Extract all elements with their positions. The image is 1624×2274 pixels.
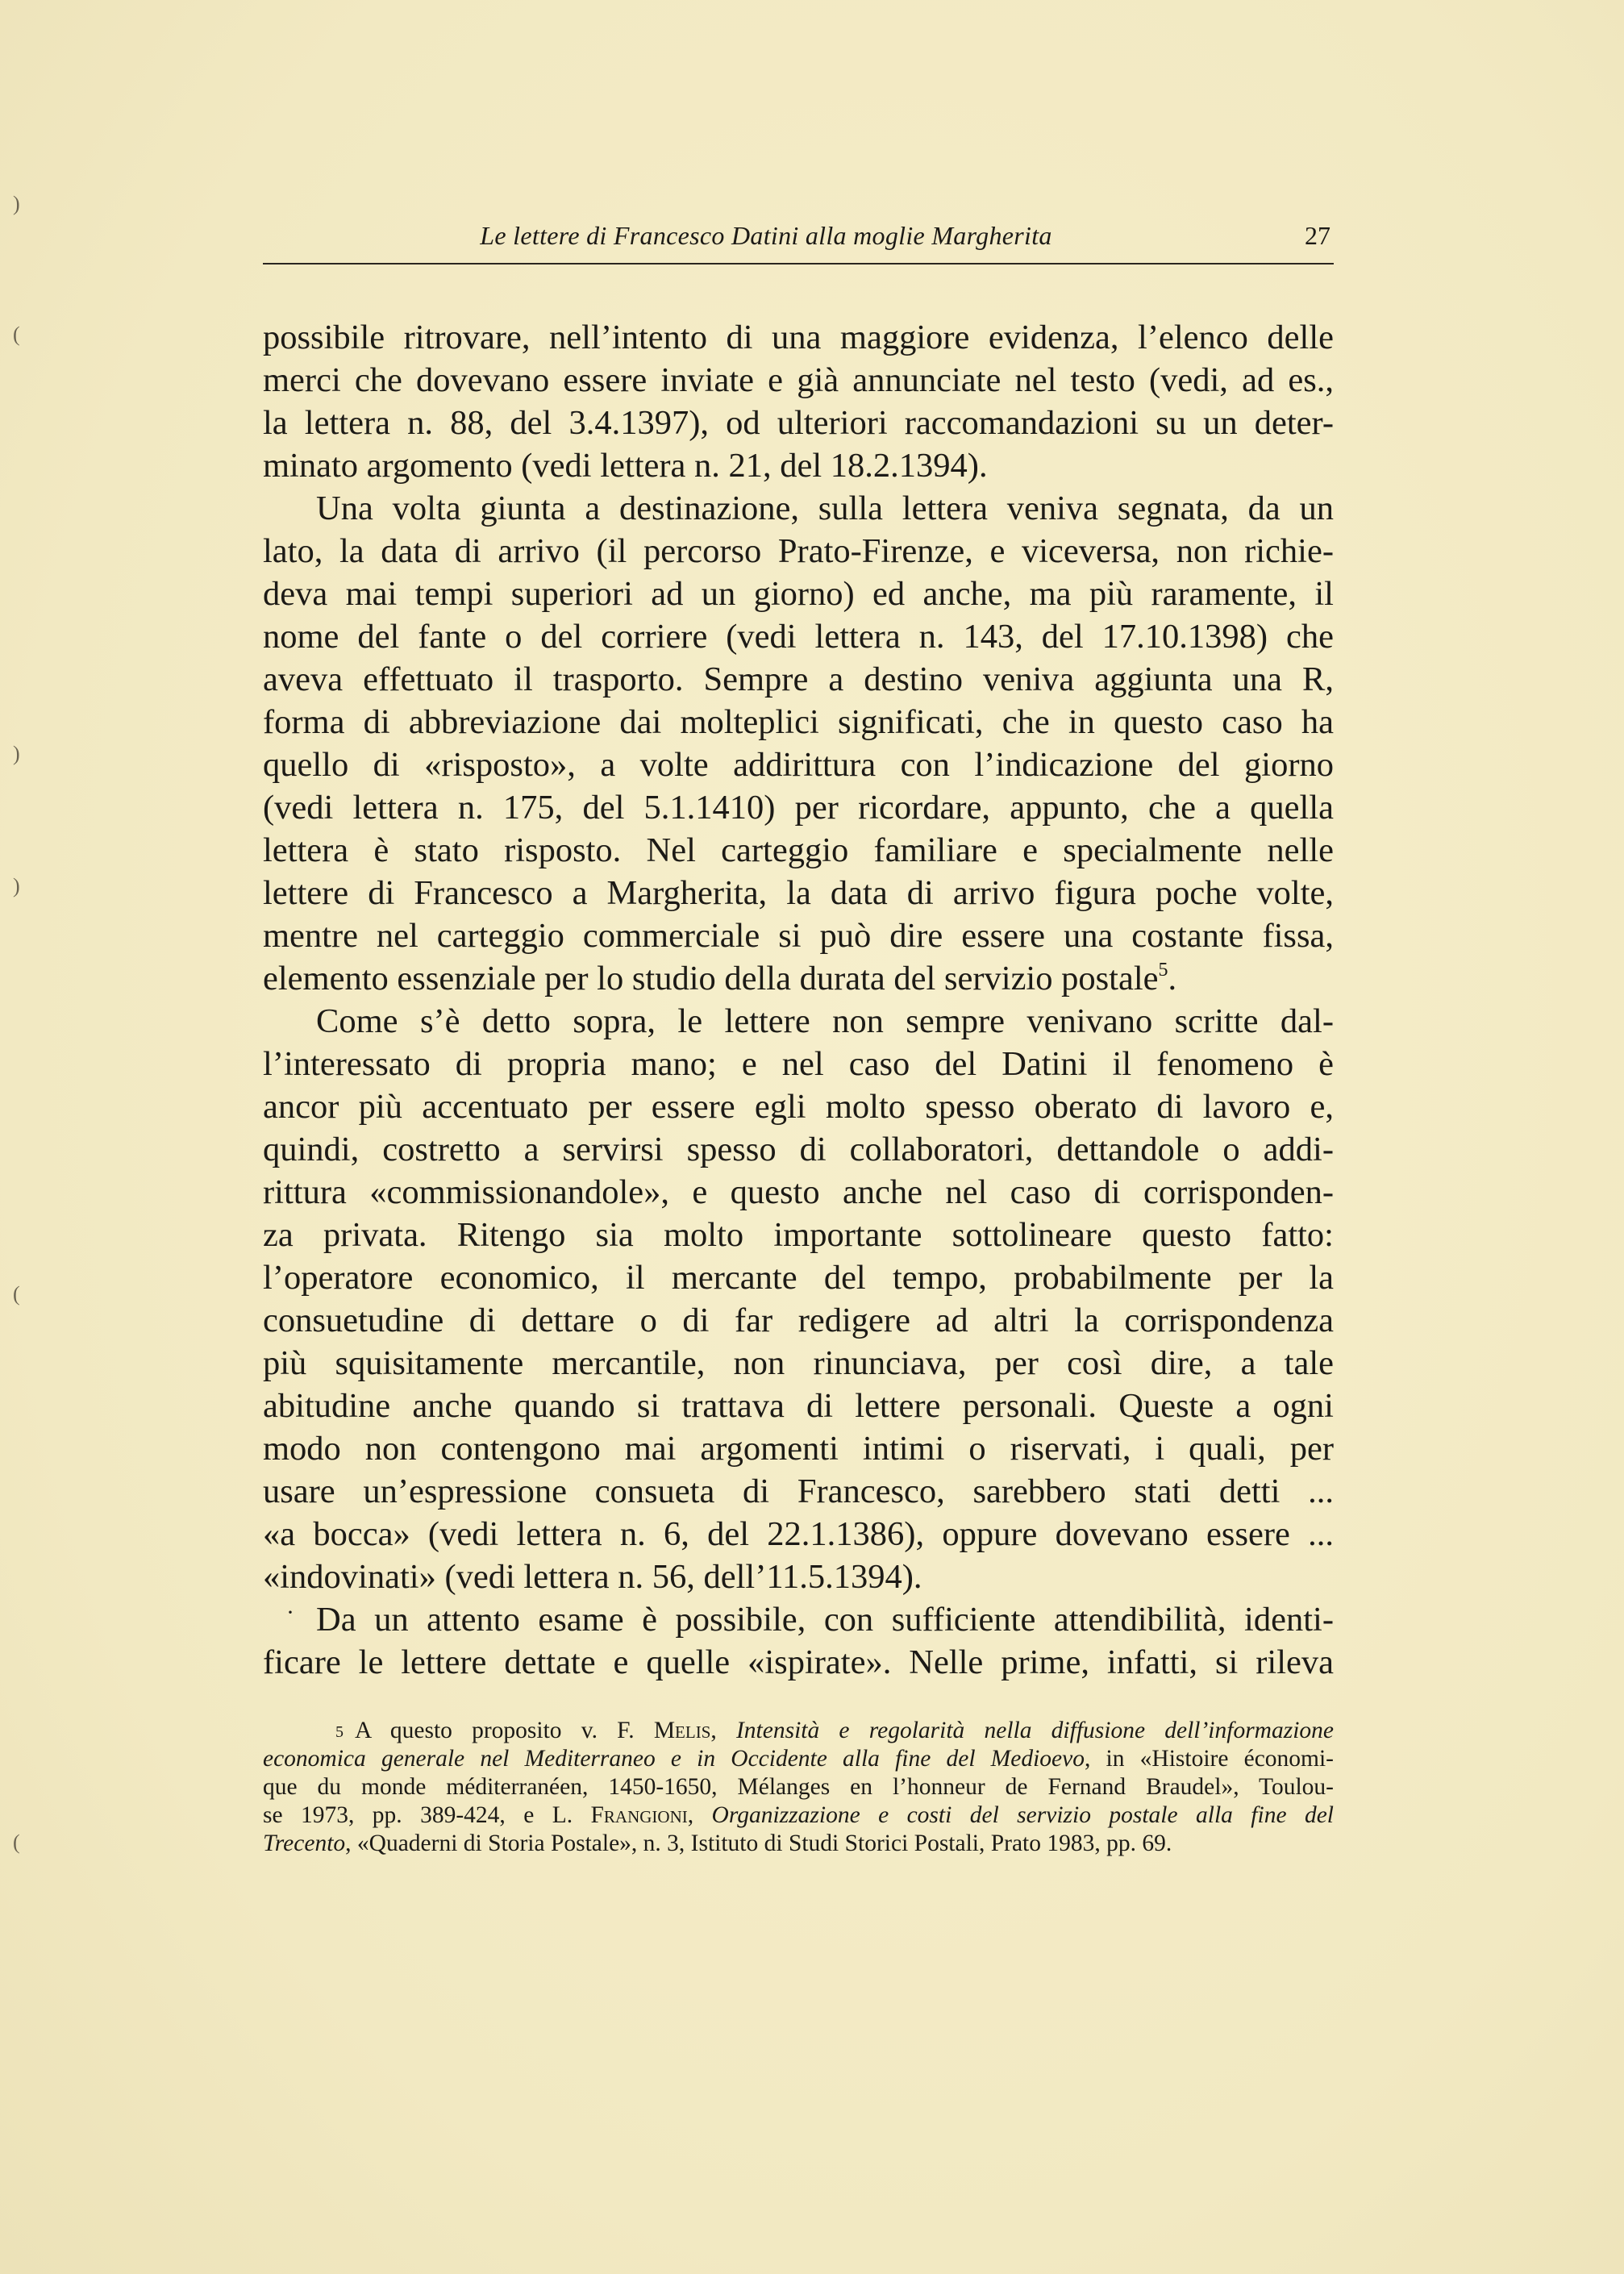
margin-mark: )	[13, 192, 20, 215]
paragraph-4	[263, 1598, 1334, 1684]
page-number: 27	[1305, 221, 1330, 250]
text-line: aveva effettuato il trasporto. Sempre a destino veniva aggiunta una R,	[263, 660, 1334, 698]
margin-mark: )	[13, 874, 20, 898]
text-line: ficare le lettere dettate e quelle «ispirate». Nelle prime, infatti, si rileva	[263, 1643, 1334, 1681]
text-line: «a bocca» (vedi lettera n. 6, del 22.1.1386), oppure dovevano essere ...	[263, 1515, 1334, 1553]
text-line: quindi, costretto a servirsi spesso di collaboratori, dettandole o addi-	[263, 1131, 1334, 1168]
footnote-line	[263, 1745, 1334, 1773]
paragraph-3	[263, 1000, 1334, 1598]
footnote-text: A questo proposito v. F.	[355, 1718, 654, 1743]
footnote-text: ,	[710, 1718, 736, 1743]
text-line: merci che dovevano essere inviate e già annunciate nel testo (vedi, ad es.,	[263, 361, 1334, 399]
text-line: usare un’espressione consueta di Francesco, sarebbero stati detti ...	[263, 1472, 1334, 1510]
footnote-title: Intensità e regolarità nella diffusione dell’informazione	[735, 1718, 1335, 1743]
footnote-line: que du monde méditerranéen, 1450-1650, Mélanges en l’honneur de Fernand Braudel», Toulou-	[263, 1774, 1334, 1800]
text-line: Da un attento esame è possibile, con sufficiente attendibilità, identi-	[316, 1601, 1334, 1639]
text-line: l’interessato di propria mano; e nel caso del Datini il fenomeno è	[263, 1045, 1334, 1083]
footnote-title: Trecento	[263, 1830, 346, 1856]
paragraph-1	[263, 316, 1334, 487]
margin-mark: )	[13, 742, 20, 765]
text-line: mentre nel carteggio commerciale si può dire essere una costante fissa,	[263, 917, 1334, 955]
footnote-author: Frangioni	[590, 1802, 688, 1828]
footnote-number: 5	[335, 1723, 344, 1741]
footnote-text: ,	[687, 1802, 712, 1828]
footnote-line	[263, 1801, 1334, 1830]
line-end-punctuation: .	[1168, 960, 1177, 997]
footnote-text: , «Quaderni di Storia Postale», n. 3, Istituto di Studi Storici Postali, Prato 1983, pp. 69.	[345, 1830, 1172, 1856]
text-line: più squisitamente mercantile, non rinunciava, per così dire, a tale	[263, 1344, 1334, 1382]
footnote-text: , in «Histoire économi-	[1084, 1746, 1334, 1772]
footnote-line	[263, 1717, 1334, 1745]
main-text	[263, 316, 1334, 1684]
footnote-line	[263, 1830, 1334, 1858]
footnote-author: Melis	[653, 1718, 711, 1743]
margin-mark: (	[13, 1830, 20, 1854]
text-line: quello di «risposto», a volte addirittura con l’indicazione del giorno	[263, 746, 1334, 784]
text-line: lettera è stato risposto. Nel carteggio familiare e specialmente nelle	[263, 831, 1334, 869]
margin-mark: (	[13, 323, 20, 346]
paragraph-2	[263, 487, 1334, 1000]
footnote-title: economica generale nel Mediterraneo e in Occidente alla fine del Medioevo	[263, 1746, 1085, 1772]
text-line: lettere di Francesco a Margherita, la data di arrivo figura poche volte,	[263, 874, 1334, 912]
footnote-reference[interactable]: 5	[1158, 960, 1168, 981]
text-line: modo non contengono mai argomenti intimi o riservati, i quali, per	[263, 1430, 1334, 1468]
text-line: Una volta giunta a destinazione, sulla lettera veniva segnata, da un	[316, 489, 1334, 527]
text-line: deva mai tempi superiori ad un giorno) ed anche, ma più raramente, il	[263, 575, 1334, 613]
text-line: ancor più accentuato per essere egli molto spesso oberato di lavoro e,	[263, 1088, 1334, 1126]
footnote-5	[263, 1717, 1334, 1858]
text-line: la lettera n. 88, del 3.4.1397), od ulteriori raccomandazioni su un deter-	[263, 404, 1334, 442]
text-line: (vedi lettera n. 175, del 5.1.1410) per ricordare, appunto, che a quella	[263, 789, 1334, 827]
stray-dot: ·	[286, 1599, 294, 1626]
text-line: consuetudine di dettare o di far redigere ad altri la corrispondenza	[263, 1302, 1334, 1339]
text-line: l’operatore economico, il mercante del tempo, probabilmente per la	[263, 1259, 1334, 1297]
text-line: «indovinati» (vedi lettera n. 56, dell’11.5.1394).	[263, 1558, 922, 1596]
text-line: nome del fante o del corriere (vedi lettera n. 143, del 17.10.1398) che	[263, 618, 1334, 656]
running-header	[263, 218, 1334, 264]
text-line: rittura «commissionandole», e questo anche nel caso di corrisponden-	[263, 1173, 1334, 1211]
text-line: possibile ritrovare, nell’intento di una maggiore evidenza, l’elenco delle	[263, 319, 1334, 356]
footnote-text: se 1973, pp. 389-424, e L.	[263, 1802, 591, 1828]
running-title: Le lettere di Francesco Datini alla moglie Margherita	[480, 221, 1052, 250]
text-line: minato argomento (vedi lettera n. 21, del 18.2.1394).	[263, 447, 988, 485]
text-line: za privata. Ritengo sia molto importante sottolineare questo fatto:	[263, 1216, 1334, 1254]
margin-mark: (	[13, 1282, 20, 1306]
text-line-content: elemento essenziale per lo studio della durata del servizio postale	[263, 960, 1159, 997]
text-line	[263, 957, 1334, 1000]
footnote-title: Organizzazione e costi del servizio postale alla fine del	[711, 1802, 1334, 1828]
text-line: forma di abbreviazione dai molteplici significati, che in questo caso ha	[263, 703, 1334, 741]
text-line: lato, la data di arrivo (il percorso Prato-Firenze, e viceversa, non richie-	[263, 532, 1334, 570]
text-line: Come s’è detto sopra, le lettere non sempre venivano scritte dal-	[316, 1002, 1334, 1040]
text-line: abitudine anche quando si trattava di lettere personali. Queste a ogni	[263, 1387, 1334, 1425]
